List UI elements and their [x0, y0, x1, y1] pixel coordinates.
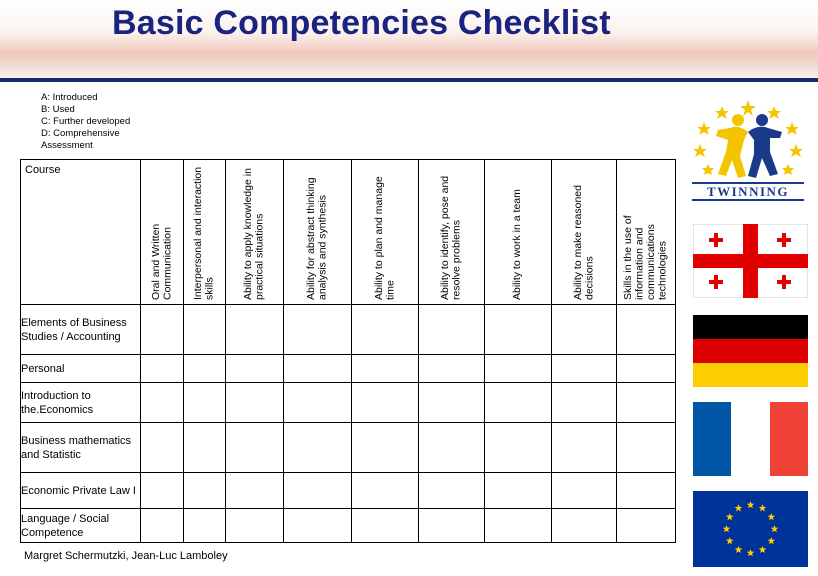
author-footer: Margret Schermutzki, Jean-Luc Lamboley — [24, 550, 228, 562]
checklist-cell[interactable] — [141, 355, 184, 383]
course-name: Personal — [21, 355, 141, 383]
course-name: Elements of Business Studies / Accounting — [21, 305, 141, 355]
competency-header-label: Oral and Written Communication — [149, 223, 173, 300]
checklist-cell[interactable] — [552, 473, 617, 509]
competency-header — [485, 160, 552, 305]
checklist-cell[interactable] — [552, 305, 617, 355]
twinning-logo — [686, 96, 810, 204]
checklist-cell[interactable] — [485, 383, 552, 423]
table-row — [21, 473, 676, 509]
checklist-cell[interactable] — [485, 305, 552, 355]
legend-item: D: Comprehensive — [41, 128, 120, 139]
competency-header — [552, 160, 617, 305]
checklist-cell[interactable] — [184, 383, 226, 423]
logo-rule — [692, 199, 804, 201]
checklist-cell[interactable] — [226, 355, 284, 383]
checklist-cell[interactable] — [617, 305, 676, 355]
checklist-cell[interactable] — [552, 383, 617, 423]
competency-header-label: Ability to make reasoned decisions — [571, 185, 595, 300]
checklist-cell[interactable] — [552, 423, 617, 473]
checklist-cell[interactable] — [226, 383, 284, 423]
checklist-cell[interactable] — [184, 355, 226, 383]
competency-header-label: Ability to apply knowledge in practical situations — [242, 168, 266, 300]
checklist-cell[interactable] — [352, 355, 419, 383]
competency-header — [226, 160, 284, 305]
legend-item: C: Further developed — [41, 116, 131, 127]
france-flag — [693, 402, 808, 476]
checklist-cell[interactable] — [141, 383, 184, 423]
checklist-cell[interactable] — [352, 423, 419, 473]
header-rule — [0, 78, 818, 82]
checklist-cell[interactable] — [284, 355, 352, 383]
course-name: Introduction to the.Economics — [21, 383, 141, 423]
checklist-cell[interactable] — [226, 509, 284, 543]
competency-header-label: Skills in the use of information and communications technologies — [622, 215, 669, 300]
checklist-cell[interactable] — [184, 509, 226, 543]
competency-header — [352, 160, 419, 305]
competency-header — [141, 160, 184, 305]
checklist-cell[interactable] — [419, 305, 485, 355]
checklist-cell[interactable] — [617, 355, 676, 383]
checklist-cell[interactable] — [485, 473, 552, 509]
course-name: Business mathematics and Statistic — [21, 423, 141, 473]
checklist-cell[interactable] — [419, 355, 485, 383]
competency-header-label: Ability to identify, pose and resolve problems — [439, 175, 463, 300]
checklist-cell[interactable] — [352, 509, 419, 543]
checklist-cell[interactable] — [419, 383, 485, 423]
course-column-header: Course — [21, 160, 141, 305]
checklist-cell[interactable] — [141, 305, 184, 355]
competency-header — [184, 160, 226, 305]
competency-header-label: Ability for abstract thinking analysis and synthesis — [305, 177, 329, 300]
checklist-cell[interactable] — [226, 305, 284, 355]
checklist-cell[interactable] — [284, 423, 352, 473]
checklist-cell[interactable] — [226, 423, 284, 473]
checklist-cell[interactable] — [419, 509, 485, 543]
checklist-cell[interactable] — [184, 473, 226, 509]
table-row — [21, 355, 676, 383]
checklist-cell[interactable] — [352, 305, 419, 355]
checklist-cell[interactable] — [226, 473, 284, 509]
checklist-cell[interactable] — [284, 383, 352, 423]
checklist-cell[interactable] — [141, 473, 184, 509]
germany-flag — [693, 315, 808, 387]
checklist-cell[interactable] — [617, 509, 676, 543]
checklist-cell[interactable] — [617, 383, 676, 423]
competency-header-label: Ability to work in a team — [511, 189, 524, 300]
star-icon — [693, 100, 803, 175]
checklist-cell[interactable] — [552, 509, 617, 543]
figures-icon — [716, 114, 782, 178]
georgia-flag — [693, 224, 808, 298]
eu-flag — [693, 491, 808, 567]
checklist-cell[interactable] — [419, 473, 485, 509]
checklist-cell[interactable] — [419, 423, 485, 473]
table-row — [21, 423, 676, 473]
page-title: Basic Competencies Checklist — [112, 4, 611, 42]
checklist-cell[interactable] — [184, 305, 226, 355]
course-name: Language / Social Competence — [21, 509, 141, 543]
competency-header-label: Interpersonal and interaction skills — [192, 166, 216, 300]
table-header-row — [21, 160, 676, 305]
checklist-cell[interactable] — [485, 355, 552, 383]
checklist-cell[interactable] — [284, 305, 352, 355]
checklist-cell[interactable] — [552, 355, 617, 383]
checklist-cell[interactable] — [485, 509, 552, 543]
checklist-cell[interactable] — [284, 509, 352, 543]
checklist-cell[interactable] — [617, 423, 676, 473]
competency-header — [284, 160, 352, 305]
competency-header — [419, 160, 485, 305]
table-row — [21, 509, 676, 543]
table-row — [21, 305, 676, 355]
checklist-cell[interactable] — [284, 473, 352, 509]
checklist-cell[interactable] — [352, 473, 419, 509]
checklist-cell[interactable] — [184, 423, 226, 473]
legend — [41, 92, 130, 152]
checklist-cell[interactable] — [485, 423, 552, 473]
checklist-cell[interactable] — [141, 423, 184, 473]
competencies-table — [20, 159, 676, 543]
checklist-cell[interactable] — [141, 509, 184, 543]
legend-item: Assessment — [41, 140, 93, 151]
legend-item: A: Introduced — [41, 92, 98, 103]
legend-item: B: Used — [41, 104, 75, 115]
course-name: Economic Private Law I — [21, 473, 141, 509]
table-row — [21, 383, 676, 423]
competency-header — [617, 160, 676, 305]
checklist-cell[interactable] — [617, 473, 676, 509]
logo-text: TWINNING — [706, 184, 790, 199]
competency-header-label: Ability to plan and manage time — [372, 176, 396, 300]
checklist-cell[interactable] — [352, 383, 419, 423]
